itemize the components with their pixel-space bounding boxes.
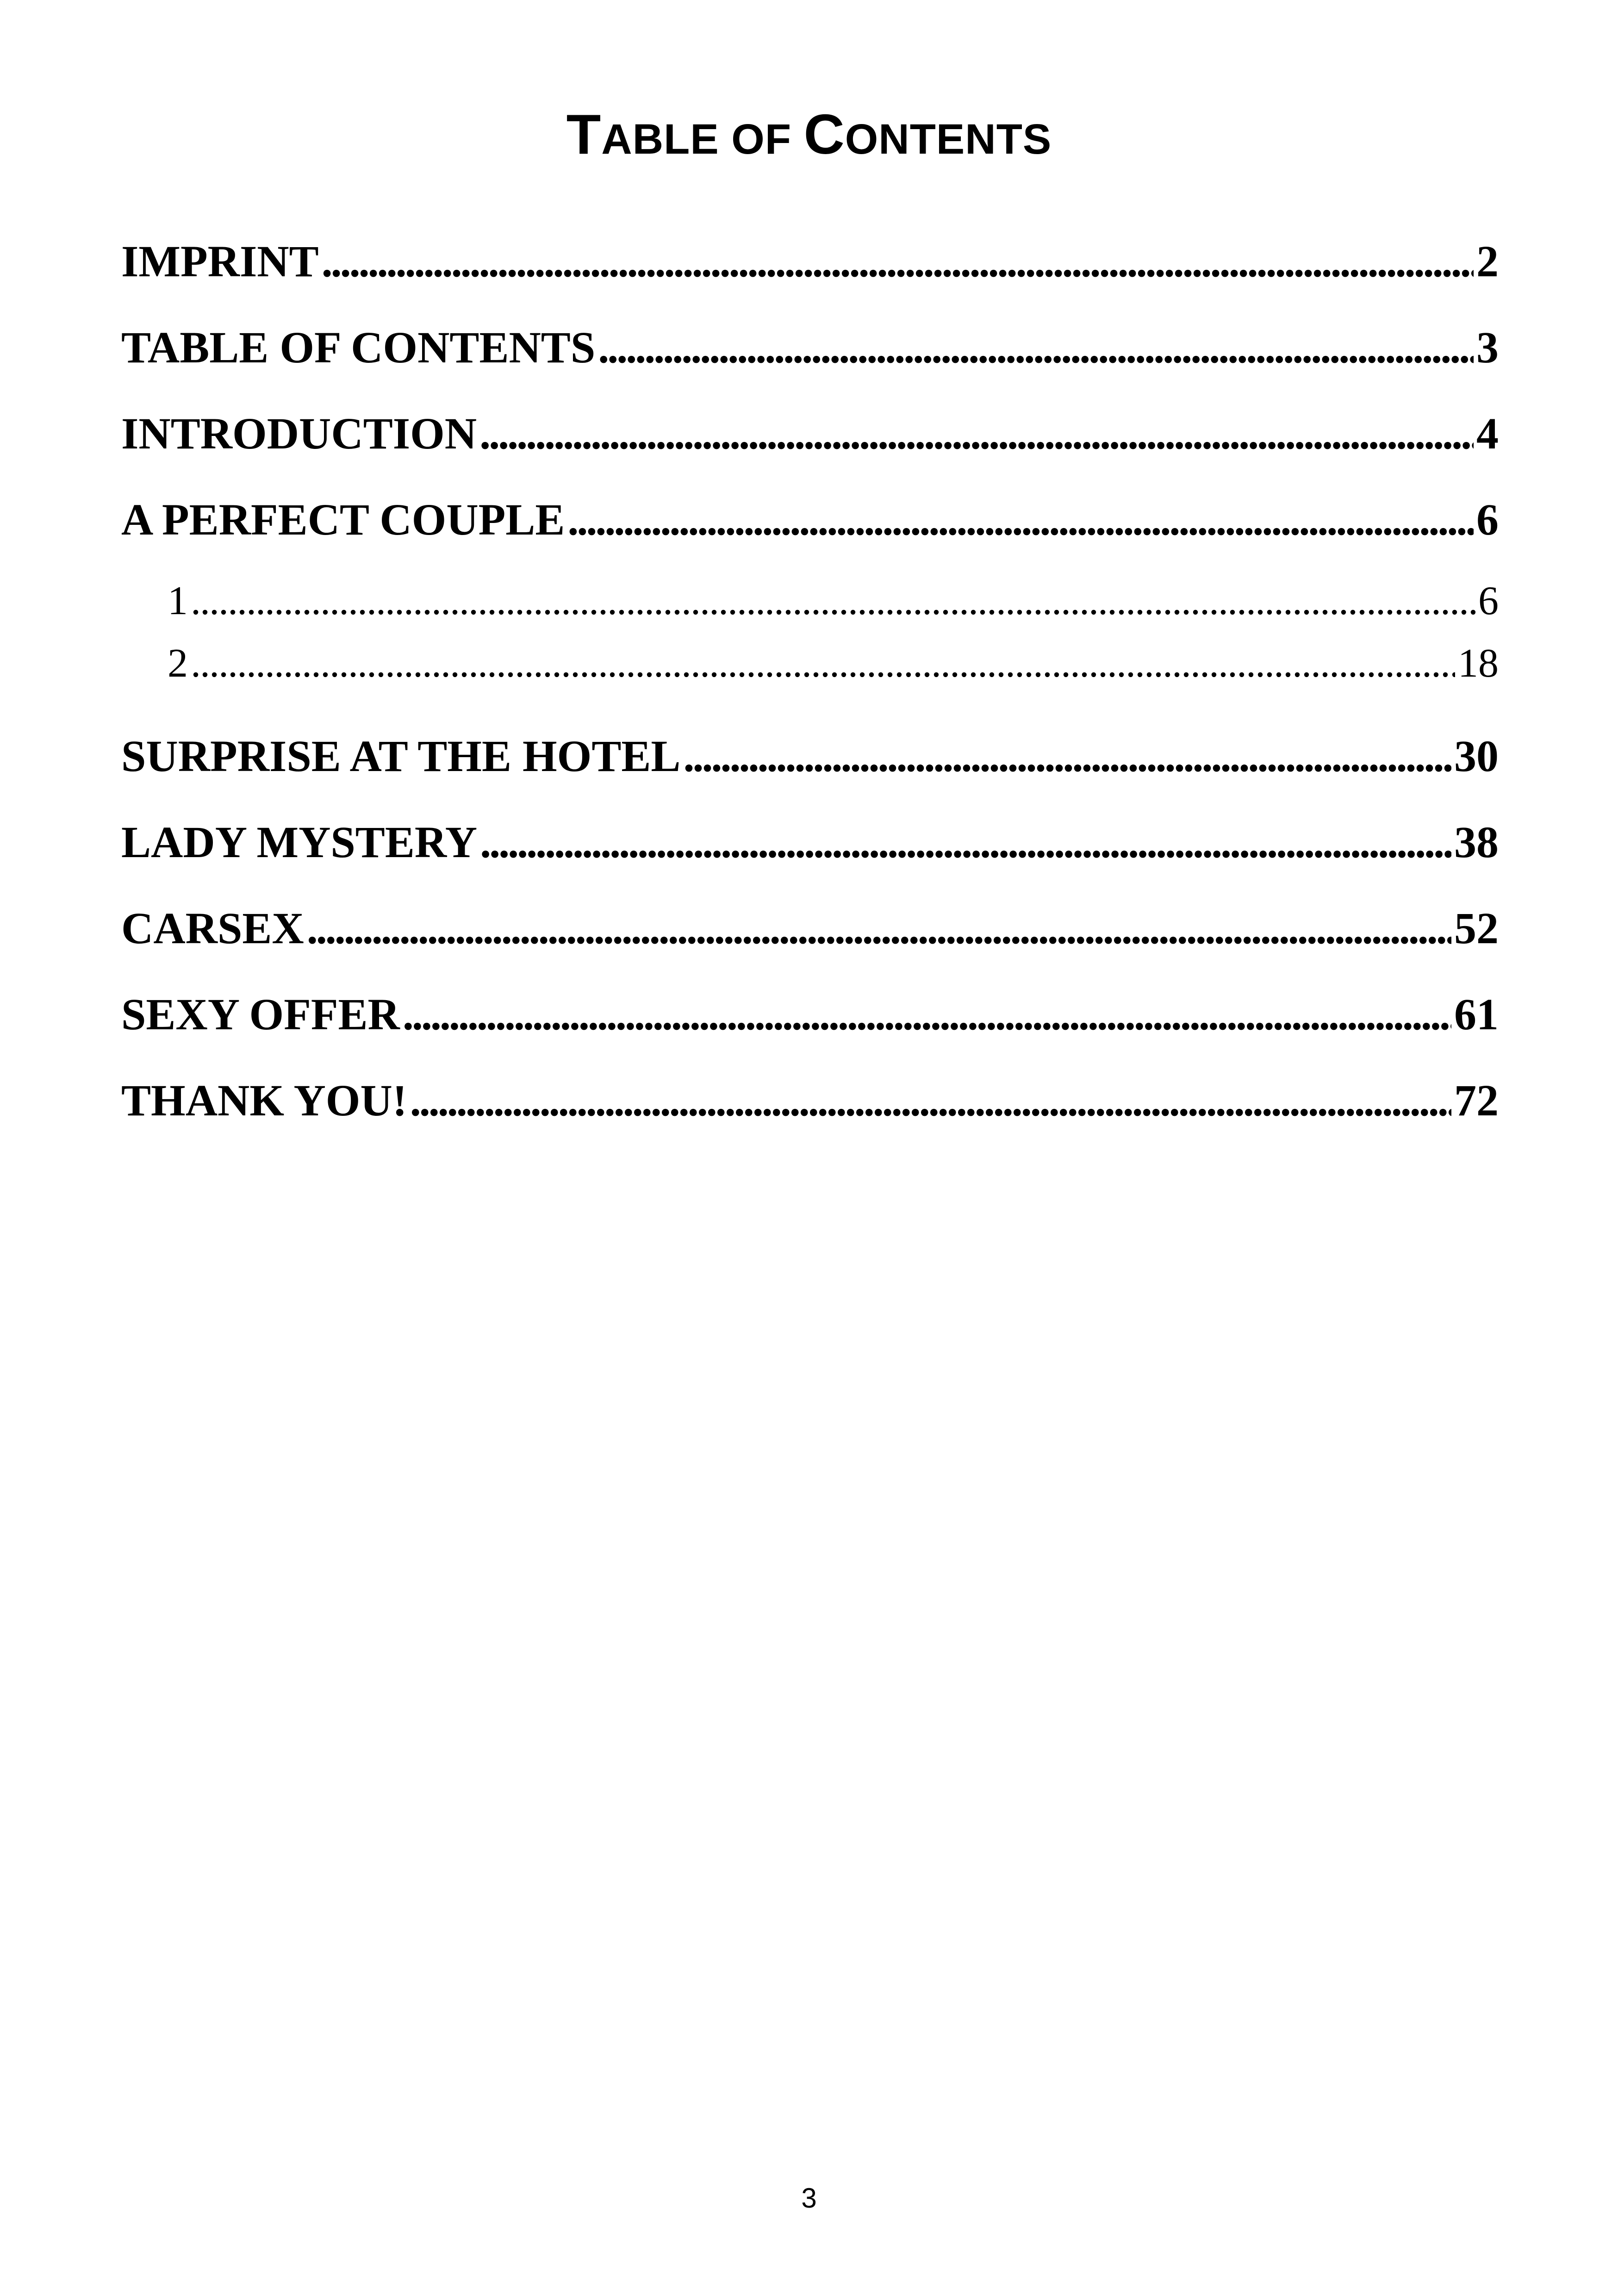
toc-entry-label: 2 (168, 641, 188, 686)
toc-dot-leader (403, 982, 1451, 1047)
toc-entry-page: 3 (1476, 323, 1499, 372)
toc-entry-carsex[interactable] (121, 896, 1499, 982)
toc-entry-page: 2 (1476, 236, 1499, 286)
toc-dot-leader (683, 724, 1451, 789)
toc-entry-label: THANK YOU! (121, 1076, 407, 1125)
toc-entry-label: 1 (168, 579, 188, 623)
page-title (0, 100, 1618, 174)
toc-dot-leader (191, 636, 1455, 691)
toc-entry-sexy-offer[interactable] (121, 982, 1499, 1068)
toc-entry-label: SEXY OFFER (121, 989, 400, 1039)
toc-entry-imprint[interactable] (121, 229, 1499, 315)
toc-dot-leader (410, 1068, 1451, 1133)
page-number: 3 (801, 2183, 817, 2214)
toc-entry-page: 38 (1454, 817, 1499, 867)
toc-entry-page: 52 (1454, 903, 1499, 953)
toc-entry-label: CARSEX (121, 903, 304, 953)
toc-entry-label: IMPRINT (121, 236, 319, 286)
toc-list (121, 229, 1499, 1154)
toc-entry-a-perfect-couple[interactable] (121, 487, 1499, 573)
title-initial-c: C (803, 103, 845, 166)
toc-entry-page: 61 (1454, 989, 1499, 1039)
toc-entry-label: LADY MYSTERY (121, 817, 478, 867)
title-rest-2: ONTENTS (845, 116, 1052, 163)
toc-entry-thank-you[interactable] (121, 1068, 1499, 1154)
toc-dot-leader (191, 573, 1475, 629)
toc-dot-leader (307, 896, 1451, 961)
toc-entry-introduction[interactable] (121, 401, 1499, 487)
toc-entry-page: 72 (1454, 1076, 1499, 1125)
toc-entry-label: TABLE OF CONTENTS (121, 323, 596, 372)
title-rest-1: ABLE OF (601, 116, 804, 163)
toc-entry-label: A PERFECT COUPLE (121, 495, 565, 544)
toc-entry-lady-mystery[interactable] (121, 810, 1499, 896)
toc-subentry-2[interactable] (121, 636, 1499, 724)
toc-dot-leader (598, 315, 1474, 380)
toc-entry-page: 6 (1476, 495, 1499, 544)
toc-dot-leader (480, 810, 1451, 875)
title-initial-t: T (566, 103, 602, 166)
toc-entry-label: INTRODUCTION (121, 409, 477, 458)
toc-entry-surprise-at-the-hotel[interactable] (121, 724, 1499, 810)
toc-entry-table-of-contents[interactable] (121, 315, 1499, 401)
toc-dot-leader (479, 401, 1474, 466)
toc-entry-page: 4 (1476, 409, 1499, 458)
toc-entry-label: SURPRISE AT THE HOTEL (121, 731, 681, 781)
toc-entry-page: 30 (1454, 731, 1499, 781)
toc-dot-leader (567, 487, 1474, 552)
toc-subentry-1[interactable] (121, 573, 1499, 636)
toc-entry-page: 18 (1458, 641, 1499, 686)
toc-dot-leader (322, 229, 1474, 294)
toc-entry-page: 6 (1478, 579, 1499, 623)
